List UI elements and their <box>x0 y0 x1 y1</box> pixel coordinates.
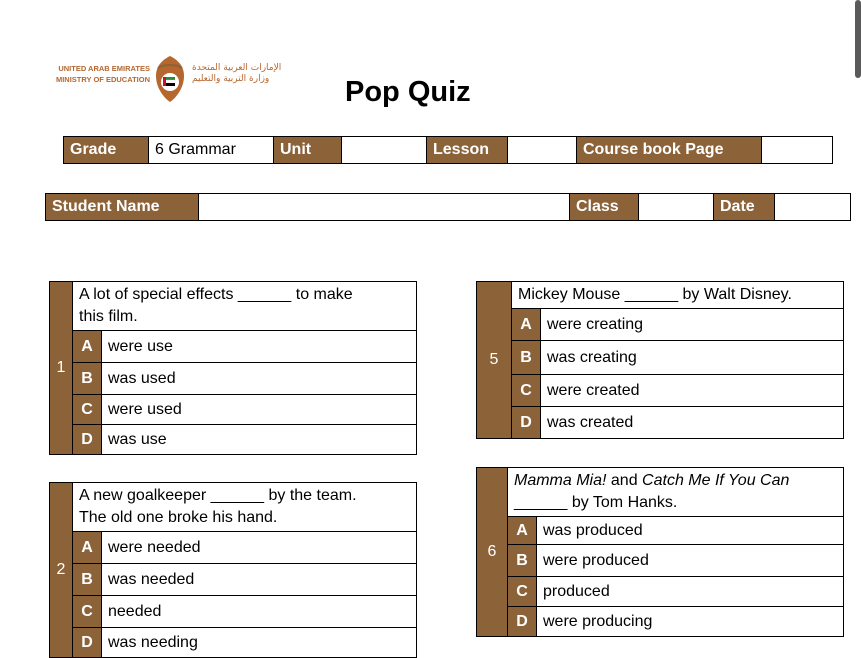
uae-emblem-icon <box>152 54 188 104</box>
option-text[interactable]: was used <box>102 363 417 395</box>
option-c[interactable] <box>477 375 844 407</box>
option-letter: D <box>73 425 102 455</box>
option-a[interactable] <box>477 517 844 545</box>
option-text[interactable]: were used <box>102 395 417 425</box>
option-letter: B <box>512 341 541 375</box>
question-number: 6 <box>477 468 508 637</box>
option-text[interactable]: was needed <box>102 564 417 596</box>
option-text[interactable]: needed <box>102 596 417 628</box>
lesson-label: Lesson <box>427 137 508 164</box>
option-c[interactable] <box>477 577 844 607</box>
question-line: The old one broke his hand. <box>79 509 278 526</box>
option-text[interactable]: were creating <box>541 309 844 341</box>
option-d[interactable] <box>477 607 844 637</box>
class-field[interactable] <box>639 194 714 221</box>
option-letter: A <box>512 309 541 341</box>
question-text <box>73 483 417 532</box>
ministry-label-arabic: وزارة التربية والتعليم <box>192 74 270 84</box>
question-number: 1 <box>50 282 73 455</box>
option-letter: A <box>508 517 537 545</box>
grade-label: Grade <box>64 137 149 164</box>
student-name-field[interactable] <box>199 194 570 221</box>
option-b[interactable] <box>477 545 844 577</box>
option-text[interactable]: produced <box>537 577 844 607</box>
info-table-student <box>45 193 851 221</box>
info-table-grade <box>63 136 833 164</box>
question-1 <box>49 281 417 455</box>
question-text <box>512 282 844 309</box>
option-text[interactable]: was produced <box>537 517 844 545</box>
option-text[interactable]: were producing <box>537 607 844 637</box>
option-letter: D <box>512 407 541 439</box>
option-a[interactable] <box>50 532 417 564</box>
ministry-label: MINISTRY OF EDUCATION <box>55 75 150 84</box>
question-text <box>73 282 417 331</box>
option-letter: B <box>73 564 102 596</box>
question-line: this film. <box>79 308 138 325</box>
question-text <box>508 468 844 517</box>
ministry-name-english <box>40 63 150 85</box>
grade-field[interactable]: 6 Grammar <box>149 137 274 164</box>
question-line <box>514 470 837 492</box>
option-text[interactable]: was created <box>541 407 844 439</box>
class-label: Class <box>570 194 639 221</box>
uae-label-arabic: الإمارات العربية المتحدة <box>192 63 282 73</box>
question-line: ______ by Tom Hanks. <box>514 494 678 511</box>
option-letter: D <box>508 607 537 637</box>
option-c[interactable] <box>50 395 417 425</box>
option-text[interactable]: were use <box>102 331 417 363</box>
course-book-page-field[interactable] <box>762 137 833 164</box>
option-text[interactable]: was creating <box>541 341 844 375</box>
course-book-page-label: Course book Page <box>577 137 762 164</box>
uae-label: UNITED ARAB EMIRATES <box>58 64 150 73</box>
option-text[interactable]: were needed <box>102 532 417 564</box>
unit-field[interactable] <box>342 137 427 164</box>
option-a[interactable] <box>50 331 417 363</box>
option-letter: A <box>73 532 102 564</box>
student-name-label: Student Name <box>46 194 199 221</box>
unit-label: Unit <box>274 137 342 164</box>
movie-title: Catch Me If You Can <box>642 472 790 489</box>
option-letter: C <box>73 395 102 425</box>
question-6 <box>476 467 844 637</box>
option-letter: B <box>73 363 102 395</box>
date-field[interactable] <box>775 194 851 221</box>
option-letter: C <box>73 596 102 628</box>
ministry-name-arabic <box>192 63 292 85</box>
question-line: A lot of special effects ______ to make <box>79 286 353 303</box>
question-number: 5 <box>477 282 512 439</box>
option-b[interactable] <box>477 341 844 375</box>
option-letter: D <box>73 628 102 658</box>
option-text[interactable]: was needing <box>102 628 417 658</box>
option-d[interactable] <box>50 425 417 455</box>
page-title: Pop Quiz <box>345 76 471 108</box>
question-2 <box>49 482 417 658</box>
option-d[interactable] <box>50 628 417 658</box>
option-letter: A <box>73 331 102 363</box>
option-c[interactable] <box>50 596 417 628</box>
question-line: A new goalkeeper ______ by the team. <box>79 487 357 504</box>
option-letter: B <box>508 545 537 577</box>
movie-title: Mamma Mia! <box>514 472 607 489</box>
option-b[interactable] <box>50 564 417 596</box>
option-text[interactable]: was use <box>102 425 417 455</box>
question-5 <box>476 281 844 439</box>
lesson-field[interactable] <box>508 137 577 164</box>
option-text[interactable]: were created <box>541 375 844 407</box>
scrollbar-thumb[interactable] <box>855 0 861 78</box>
option-a[interactable] <box>477 309 844 341</box>
conjunction: and <box>606 472 643 489</box>
option-letter: C <box>512 375 541 407</box>
question-number: 2 <box>50 483 73 658</box>
option-letter: C <box>508 577 537 607</box>
date-label: Date <box>714 194 775 221</box>
question-line: Mickey Mouse ______ by Walt Disney. <box>518 286 792 303</box>
option-d[interactable] <box>477 407 844 439</box>
option-b[interactable] <box>50 363 417 395</box>
option-text[interactable]: were produced <box>537 545 844 577</box>
